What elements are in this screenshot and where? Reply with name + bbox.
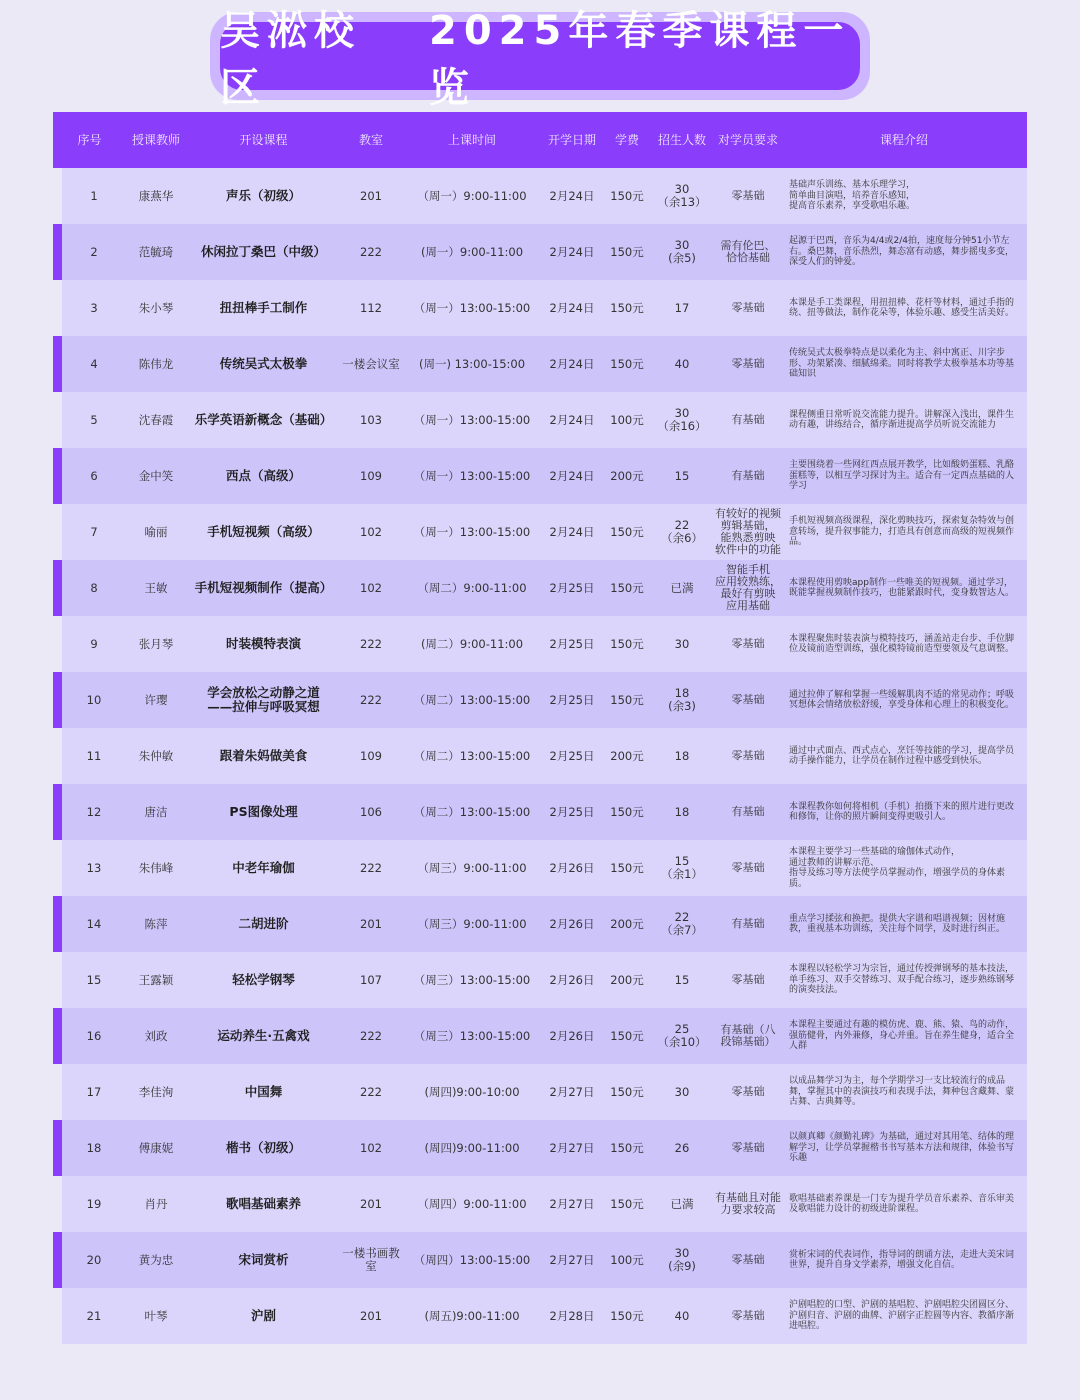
cell-count: 17 (674, 300, 690, 315)
cell-count: 30 (余5) (668, 238, 696, 265)
cell-description: 课程侧重日常听说交流能力提升。讲解深入浅出，课件生动有趣，讲练结合，循序渐进提高学员听说交流能力 (789, 409, 1015, 430)
cell-description: 本课程聚焦时装表演与模特技巧，涵盖站走台步、手位脚位及镜前造型训练，强化模特镜前造型要领及气息调整。 (789, 633, 1015, 654)
cell-fee: 150元 (610, 580, 644, 595)
cell-fee: 200元 (610, 468, 644, 483)
table-row (62, 168, 1027, 224)
cell-date: 2月25日 (549, 804, 595, 819)
cell-description: 通过中式面点、西式点心，烹饪等技能的学习，提高学员动手操作能力，让学员在制作过程中感受到快乐。 (789, 745, 1015, 766)
cell-description: 基础声乐训练、基本乐理学习， 简单曲目演唱，培养音乐感知， 提高音乐素养，享受歌唱乐趣。 (789, 180, 916, 212)
cell-requirement: 零基础 (731, 1309, 765, 1322)
cell-requirement: 需有伦巴、 恰恰基础 (720, 239, 776, 264)
cell-fee: 100元 (610, 1252, 644, 1267)
cell-room: 一楼书画教室 (342, 1246, 400, 1273)
page-title: 2025年春季课程一览 (429, 8, 851, 111)
cell-room: 一楼会议室 (342, 356, 400, 371)
cell-course: 运动养生·五禽戏 (217, 1028, 310, 1043)
cell-course: 楷书（初级） (225, 1140, 301, 1155)
cell-time: （周一）13:00-15:00 (413, 300, 531, 315)
cell-description: 本课程主要学习一些基础的瑜伽体式动作， 通过教师的讲解示范、 指导及练习等方法使学员掌握动作，增强学员的身体素质。 (789, 847, 1006, 889)
table-row (62, 896, 1027, 952)
cell-description: 本课程教你如何将相机（手机）拍摄下来的照片进行更改和修饰，让你的照片瞬间变得更吸引人。 (789, 801, 1015, 822)
cell-description: 歌唱基础素养课是一门专为提升学员音乐素养、音乐审美及歌唱能力设计的初级进阶课程。 (789, 1193, 1015, 1214)
cell-teacher: 朱伟峰 (138, 860, 174, 875)
cell-room: 109 (360, 468, 382, 483)
cell-no: 21 (86, 1308, 102, 1323)
cell-no: 3 (90, 300, 98, 315)
col-header-course: 开设课程 (239, 133, 288, 147)
cell-fee: 150元 (610, 1028, 644, 1043)
cell-no: 16 (86, 1028, 102, 1043)
cell-room: 222 (360, 636, 382, 651)
cell-count: 22 （余6） (661, 518, 703, 545)
cell-teacher: 沈春霞 (138, 412, 174, 427)
cell-count: 已满 (670, 1196, 694, 1211)
cell-fee: 150元 (610, 1084, 644, 1099)
table-row (62, 1232, 1027, 1288)
row-accent-bar (53, 672, 62, 728)
cell-time: （周三）9:00-11:00 (417, 916, 527, 931)
table-row (62, 336, 1027, 392)
cell-date: 2月24日 (549, 244, 595, 259)
cell-date: 2月24日 (549, 188, 595, 203)
cell-course: 中国舞 (244, 1084, 283, 1099)
row-accent-bar (53, 1008, 62, 1064)
cell-description: 以颜真卿《颜勤礼碑》为基础，通过对其用笔、结体的理解学习，让学员掌握楷书书写基本方法和规律，体验书写乐趣 (789, 1132, 1015, 1164)
cell-date: 2月26日 (549, 1028, 595, 1043)
cell-course: 时装模特表演 (225, 636, 301, 651)
cell-count: 26 (674, 1140, 690, 1155)
cell-course: 手机短视频（高级） (207, 524, 320, 539)
cell-room: 222 (360, 860, 382, 875)
cell-requirement: 零基础 (731, 1085, 765, 1098)
cell-description: 赏析宋词的代表词作，指导词的朗诵方法，走进大美宋词世界，提升自身文学素养，增强文化自信。 (789, 1249, 1015, 1270)
cell-requirement: 零基础 (731, 189, 765, 202)
table-row (62, 448, 1027, 504)
cell-no: 17 (86, 1084, 102, 1099)
cell-teacher: 黄为忠 (138, 1252, 174, 1267)
cell-no: 15 (86, 972, 102, 987)
cell-count: 15 （余1） (661, 854, 703, 881)
table-row (62, 616, 1027, 672)
cell-time: （周一）13:00-15:00 (413, 524, 531, 539)
cell-time: （周三）9:00-11:00 (417, 860, 527, 875)
cell-date: 2月25日 (549, 692, 595, 707)
cell-date: 2月24日 (549, 412, 595, 427)
cell-teacher: 金中笑 (138, 468, 174, 483)
cell-requirement: 有基础 (731, 413, 765, 426)
cell-count: 18 (674, 804, 690, 819)
cell-no: 4 (90, 356, 98, 371)
table-body (53, 168, 1027, 1344)
cell-fee: 150元 (610, 1308, 644, 1323)
cell-teacher: 傅康妮 (138, 1140, 174, 1155)
cell-fee: 150元 (610, 860, 644, 875)
cell-course: 声乐（初级） (225, 188, 301, 203)
cell-room: 201 (360, 1196, 382, 1211)
cell-teacher: 陈萍 (144, 916, 168, 931)
cell-time: （周一）13:00-15:00 (413, 468, 531, 483)
col-header-requirement: 对学员要求 (717, 133, 778, 147)
cell-room: 102 (360, 524, 382, 539)
table-row (62, 224, 1027, 280)
cell-date: 2月26日 (549, 860, 595, 875)
cell-teacher: 王敏 (144, 580, 168, 595)
cell-count: 30 (674, 1084, 690, 1099)
cell-course: 沪剧 (250, 1308, 276, 1323)
col-header-teacher: 授课教师 (131, 132, 180, 147)
table-row (62, 1176, 1027, 1232)
cell-teacher: 朱仲敏 (138, 748, 174, 763)
cell-fee: 200元 (610, 972, 644, 987)
cell-count: 30 (674, 636, 690, 651)
cell-no: 6 (90, 468, 98, 483)
table-row (62, 1064, 1027, 1120)
cell-requirement: 有较好的视频 剪辑基础， 能熟悉剪映 软件中的功能 (715, 507, 781, 556)
cell-course: 休闲拉丁桑巴（中级） (200, 244, 326, 259)
cell-requirement: 零基础 (731, 301, 765, 314)
cell-time: （周三）13:00-15:00 (413, 1028, 531, 1043)
cell-requirement: 零基础 (731, 1141, 765, 1154)
cell-teacher: 刘政 (144, 1028, 168, 1043)
cell-description: 本课程主要通过有趣的模仿虎、鹿、熊、猿、鸟的动作，强筋健骨，内外兼修，身心并重。旨在养生健身，适合全人群 (789, 1020, 1015, 1052)
table-row (62, 1008, 1027, 1064)
row-accent-bar (53, 224, 62, 280)
cell-requirement: 有基础 (731, 469, 765, 482)
col-header-fee: 学费 (614, 132, 639, 147)
cell-teacher: 王露颖 (138, 972, 174, 987)
cell-time: (周一) 13:00-15:00 (418, 356, 526, 371)
cell-description: 本课是手工类课程，用扭扭棒、花杆等材料，通过手指的绕、扭等做法，制作花朵等，体验乐趣、感受生活美好。 (789, 297, 1015, 318)
cell-count: 30 （余13） (657, 182, 707, 209)
title-banner (220, 8, 860, 111)
cell-date: 2月25日 (549, 748, 595, 763)
cell-course: 乐学英语新概念（基础） (194, 412, 333, 427)
cell-teacher: 李佳洵 (138, 1084, 174, 1099)
cell-date: 2月27日 (549, 1140, 595, 1155)
col-header-no: 序号 (77, 132, 102, 147)
cell-description: 主要围绕着一些网红西点展开教学，比如酸奶蛋糕、乳酪蛋糕等，以相互学习探讨为主。适合有一定西点基础的人学习 (789, 460, 1015, 492)
cell-count: 40 (674, 356, 690, 371)
cell-course: 学会放松之动静之道 ——拉伸与呼吸冥想 (207, 685, 320, 714)
cell-requirement: 零基础 (731, 749, 765, 762)
cell-fee: 150元 (610, 1196, 644, 1211)
cell-no: 14 (86, 916, 102, 931)
cell-date: 2月24日 (549, 356, 595, 371)
cell-requirement: 有基础 (731, 917, 765, 930)
cell-room: 222 (360, 1028, 382, 1043)
cell-requirement: 有基础（八 段锦基础） (720, 1023, 776, 1048)
cell-date: 2月25日 (549, 636, 595, 651)
cell-room: 102 (360, 580, 382, 595)
cell-time: (周一）9:00-11:00 (420, 244, 524, 259)
row-accent-bar (53, 448, 62, 504)
cell-fee: 150元 (610, 188, 644, 203)
table-row (62, 280, 1027, 336)
cell-teacher: 喻丽 (144, 524, 168, 539)
cell-description: 本课程以轻松学习为宗旨，通过传授弹钢琴的基本技法，单手练习、双手交替练习、双手配合练习，逐步熟练钢琴的演奏技法。 (789, 964, 1015, 996)
cell-count: 18 (余3) (668, 686, 696, 713)
cell-date: 2月25日 (549, 580, 595, 595)
cell-no: 5 (90, 412, 98, 427)
cell-room: 112 (360, 300, 382, 315)
cell-time: （周四）13:00-15:00 (413, 1252, 531, 1267)
cell-fee: 150元 (610, 804, 644, 819)
cell-fee: 150元 (610, 692, 644, 707)
cell-no: 20 (86, 1252, 102, 1267)
cell-count: 15 (674, 468, 690, 483)
table-row (62, 1120, 1027, 1176)
cell-description: 本课程使用剪映app制作一些唯美的短视频。通过学习，既能掌握视频制作技巧，也能紧跟时代，变身数智达人。 (789, 577, 1015, 598)
cell-count: 已满 (670, 580, 694, 595)
cell-requirement: 零基础 (731, 637, 765, 650)
cell-fee: 150元 (610, 300, 644, 315)
cell-no: 13 (86, 860, 102, 875)
cell-time: （周三）13:00-15:00 (413, 972, 531, 987)
cell-time: （周四）9:00-11:00 (417, 1196, 527, 1211)
cell-no: 18 (86, 1140, 102, 1155)
campus-name: 吴淞校区 (220, 8, 361, 111)
cell-course: 中老年瑜伽 (232, 860, 295, 875)
cell-no: 2 (90, 244, 98, 259)
cell-course: 传统吴式太极拳 (219, 356, 308, 371)
cell-time: （周一）13:00-15:00 (413, 412, 531, 427)
cell-date: 2月27日 (549, 1084, 595, 1099)
cell-course: 歌唱基础素养 (225, 1196, 301, 1211)
cell-room: 109 (360, 748, 382, 763)
cell-course: 西点（高级） (225, 468, 301, 483)
cell-time: （周二）13:00-15:00 (413, 748, 531, 763)
cell-fee: 200元 (610, 748, 644, 763)
cell-count: 25 （余10） (657, 1022, 707, 1049)
cell-teacher: 叶琴 (144, 1308, 168, 1323)
cell-requirement: 零基础 (731, 693, 765, 706)
cell-no: 10 (86, 692, 102, 707)
cell-no: 1 (90, 188, 98, 203)
row-accent-bar (53, 896, 62, 952)
cell-count: 30 (余9) (668, 1246, 696, 1273)
cell-description: 传统吴式太极拳特点是以柔化为主、斜中寓正、川字步形、功架紧凑、细腻绵柔。同时将教学太极拳基本功等基础知识 (789, 348, 1015, 380)
cell-teacher: 康燕华 (138, 188, 174, 203)
cell-time: (周五)9:00-11:00 (424, 1308, 520, 1323)
cell-date: 2月24日 (549, 300, 595, 315)
col-header-room: 教室 (358, 132, 383, 147)
cell-description: 重点学习揉弦和换把。提供大字谱和唱谱视频；因材施教，重视基本功训练，关注每个同学，及时进行纠正。 (789, 913, 1006, 934)
cell-requirement: 零基础 (731, 861, 765, 874)
row-accent-bar (53, 784, 62, 840)
cell-fee: 150元 (610, 636, 644, 651)
cell-course: 扭扭棒手工制作 (219, 300, 308, 315)
cell-description: 通过拉伸了解和掌握一些缓解肌肉不适的常见动作；呼吸冥想体会情绪放松舒缓，享受身体和心理上的积极变化。 (789, 689, 1015, 710)
cell-description: 沪剧唱腔的口型、沪剧的基唱腔、沪剧唱腔尖团圆区分、沪剧归音、沪剧的曲牌、沪剧字正腔圆等内容、教循序渐进唱腔。 (789, 1300, 1015, 1332)
row-accent-bar (53, 1232, 62, 1288)
cell-time: （周二）13:00-15:00 (413, 692, 531, 707)
cell-no: 9 (90, 636, 98, 651)
cell-requirement: 零基础 (731, 357, 765, 370)
cell-time: （周二）9:00-11:00 (417, 580, 527, 595)
cell-fee: 200元 (610, 916, 644, 931)
cell-room: 201 (360, 1308, 382, 1323)
col-header-description: 课程介绍 (879, 132, 928, 147)
cell-fee: 150元 (610, 356, 644, 371)
table-row (62, 728, 1027, 784)
table-row (62, 952, 1027, 1008)
cell-room: 103 (360, 412, 382, 427)
row-accent-bar (53, 560, 62, 616)
table-row (62, 504, 1027, 560)
cell-room: 222 (360, 1084, 382, 1099)
cell-time: (周四)9:00-10:00 (424, 1084, 520, 1099)
cell-no: 7 (90, 524, 98, 539)
table-row (62, 784, 1027, 840)
cell-date: 2月26日 (549, 972, 595, 987)
cell-room: 201 (360, 188, 382, 203)
cell-room: 102 (360, 1140, 382, 1155)
cell-requirement: 智能手机 应用较熟练， 最好有剪映 应用基础 (715, 563, 781, 612)
table-row (62, 560, 1027, 616)
cell-time: （周一）9:00-11:00 (417, 188, 527, 203)
cell-date: 2月24日 (549, 468, 595, 483)
cell-room: 222 (360, 244, 382, 259)
cell-room: 201 (360, 916, 382, 931)
cell-requirement: 零基础 (731, 973, 765, 986)
cell-course: 轻松学钢琴 (232, 972, 295, 987)
cell-count: 40 (674, 1308, 690, 1323)
table-row (62, 1288, 1027, 1344)
cell-no: 11 (86, 748, 102, 763)
cell-date: 2月26日 (549, 916, 595, 931)
cell-room: 107 (360, 972, 382, 987)
cell-fee: 150元 (610, 524, 644, 539)
cell-course: 宋词赏析 (238, 1252, 289, 1267)
cell-fee: 150元 (610, 1140, 644, 1155)
table-row (62, 840, 1027, 896)
cell-time: （周二）13:00-15:00 (413, 804, 531, 819)
cell-teacher: 范毓琦 (138, 244, 174, 259)
col-header-time: 上课时间 (447, 132, 496, 147)
cell-count: 18 (674, 748, 690, 763)
cell-description: 以成品舞学习为主，每个学期学习一支比较流行的成品舞，掌握其中的表演技巧和表现手法，舞种包含藏舞、蒙古舞、古典舞等。 (789, 1076, 1015, 1108)
cell-teacher: 张月琴 (138, 636, 174, 651)
cell-count: 15 (674, 972, 690, 987)
cell-teacher: 陈伟龙 (138, 356, 174, 371)
cell-course: 手机短视频制作（提高） (194, 580, 333, 595)
cell-fee: 100元 (610, 412, 644, 427)
row-accent-bar (53, 1120, 62, 1176)
cell-course: 二胡进阶 (238, 916, 289, 931)
cell-time: (周四)9:00-11:00 (424, 1140, 520, 1155)
col-header-count: 招生人数 (657, 132, 706, 147)
cell-date: 2月27日 (549, 1196, 595, 1211)
cell-date: 2月27日 (549, 1252, 595, 1267)
cell-room: 222 (360, 692, 382, 707)
cell-teacher: 朱小琴 (138, 300, 174, 315)
cell-no: 12 (86, 804, 102, 819)
cell-date: 2月28日 (549, 1308, 595, 1323)
cell-no: 8 (90, 580, 98, 595)
cell-count: 22 （余7） (661, 910, 703, 937)
cell-description: 手机短视频高级课程，深化剪映技巧，探索复杂特效与创意转场，提升叙事能力，打造具有创意而高级的短视频作品。 (789, 516, 1015, 548)
course-table (53, 112, 1027, 1344)
cell-room: 106 (360, 804, 382, 819)
col-header-date: 开学日期 (547, 132, 596, 147)
cell-description: 起源于巴西，音乐为4/4或2/4拍，速度每分钟51小节左右。桑巴舞，音乐热烈，舞态富有动感，舞步摇曳多变，深受人们的钟爱。 (789, 236, 1015, 268)
cell-date: 2月24日 (549, 524, 595, 539)
cell-fee: 150元 (610, 244, 644, 259)
cell-requirement: 有基础 (731, 805, 765, 818)
cell-count: 30 （余16） (657, 406, 707, 433)
cell-course: PS图像处理 (229, 804, 298, 819)
cell-teacher: 肖丹 (144, 1196, 168, 1211)
cell-course: 跟着朱妈做美食 (219, 748, 308, 763)
cell-teacher: 唐洁 (144, 804, 168, 819)
cell-teacher: 许璎 (144, 692, 168, 707)
table-row (62, 672, 1027, 728)
table-row (62, 392, 1027, 448)
cell-requirement: 零基础 (731, 1253, 765, 1266)
table-header (53, 112, 1027, 168)
cell-time: (周二）9:00-11:00 (420, 636, 524, 651)
row-accent-bar (53, 336, 62, 392)
cell-requirement: 有基础且对能 力要求较高 (715, 1191, 781, 1216)
cell-no: 19 (86, 1196, 102, 1211)
